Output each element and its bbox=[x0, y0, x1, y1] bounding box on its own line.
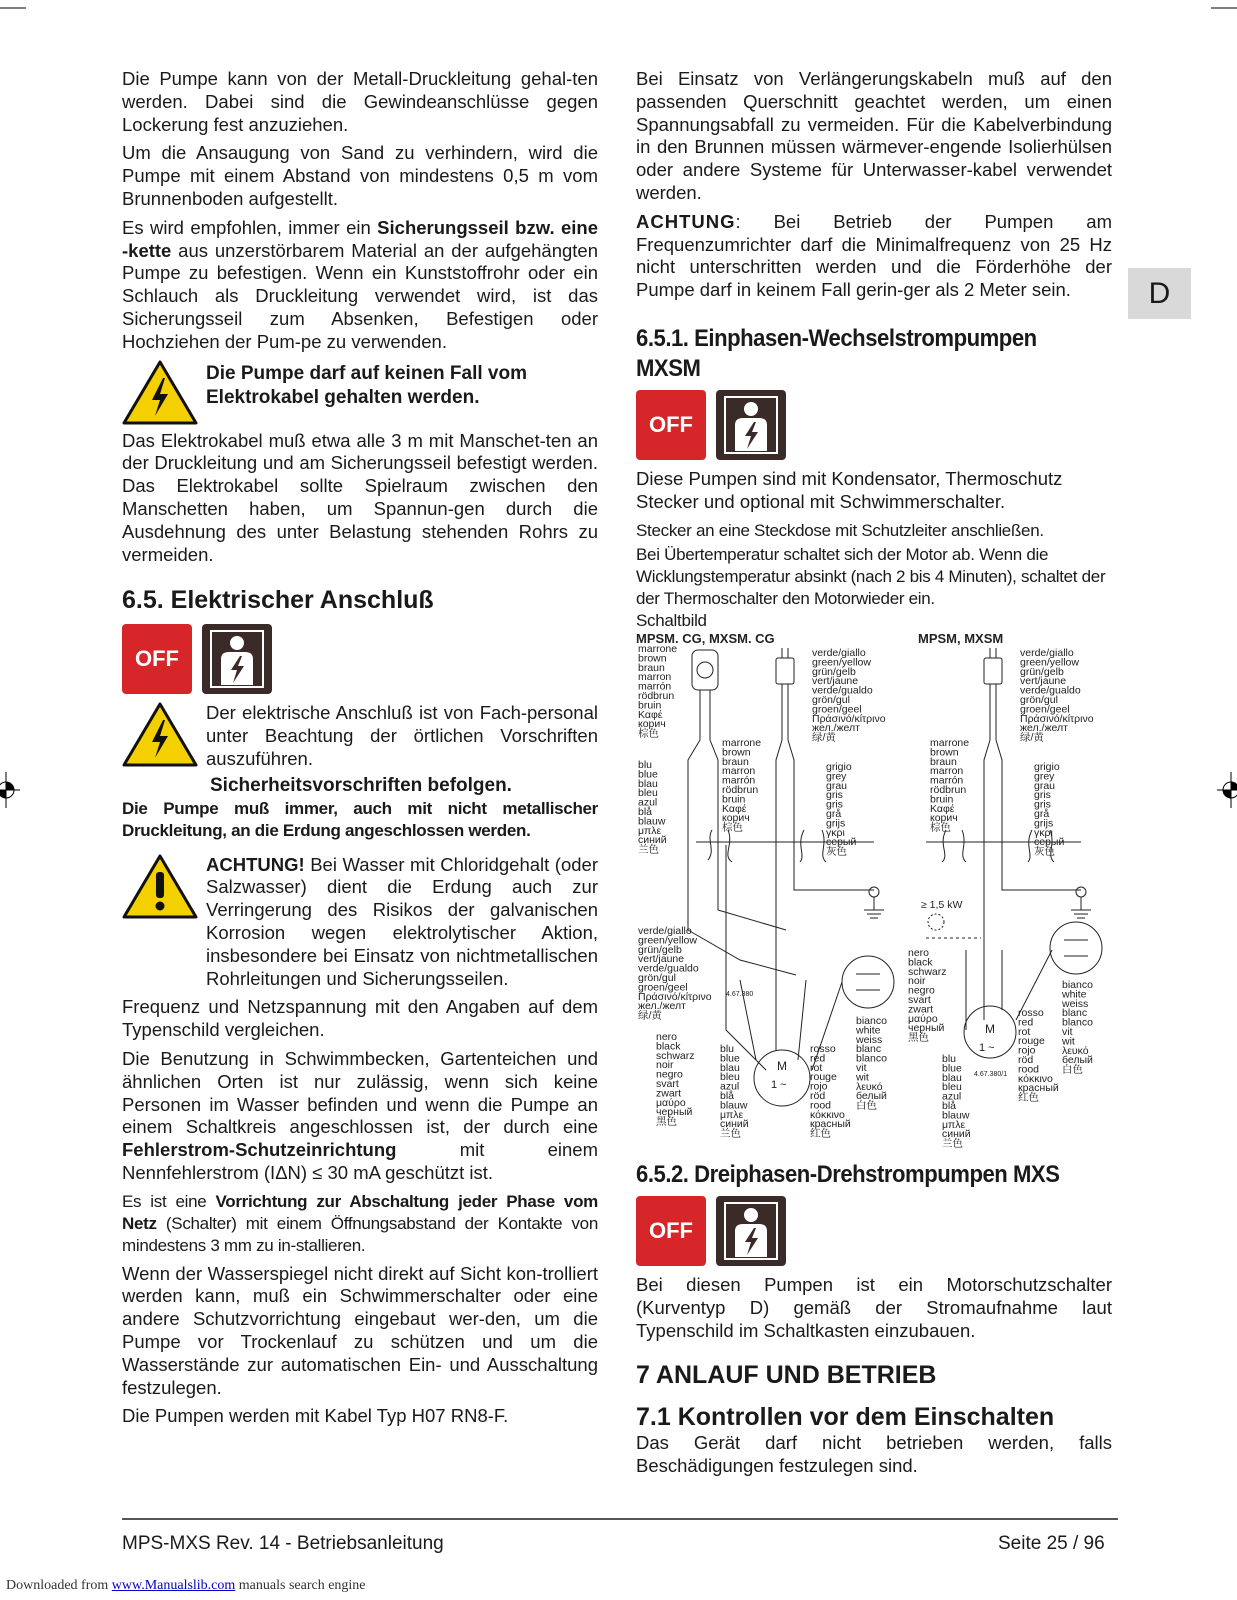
wire-label-left-white: λευκό bbox=[856, 1080, 883, 1093]
wire-label-right-red: rouge bbox=[1018, 1035, 1045, 1048]
motor-m-right: M bbox=[985, 1022, 995, 1036]
wire-label-right-blue: blauw bbox=[942, 1109, 970, 1122]
manualslib-link[interactable]: www.Manualslib.com bbox=[111, 1578, 236, 1593]
wire-label-right-red: rot bbox=[1018, 1025, 1031, 1038]
wire-label-right-grey: grijs bbox=[1034, 817, 1054, 830]
text-run: aus unzerstörbarem Material an der aufgehängten Pumpe zu befestigen. Wenn ein Kunststoffrohr oder ein Schlauch als Druckleitung verwendet wird, ist das Sicherungsseil zum Absenken, Befestigen oder Hochziehen der Pum-pe zu verwenden. bbox=[122, 239, 598, 352]
wire-label-right-blue: blu bbox=[942, 1053, 957, 1065]
wire-label-left-brown-2: braun bbox=[722, 755, 749, 768]
wire-label-right-yellow-green: grön/gul bbox=[1020, 694, 1058, 706]
wire-label-left-grey: grijs bbox=[826, 817, 846, 830]
wire-label-right-brown: marrón bbox=[930, 774, 964, 787]
diagram-title-left: MPSM. CG, MXSM. CG bbox=[636, 631, 775, 646]
wire-label-right-black: negro bbox=[908, 984, 935, 997]
wire-label-left-white: bianco bbox=[856, 1015, 887, 1027]
wire-label-left-grey: grey bbox=[826, 770, 847, 783]
wire-label-left-yellow-green-2: groen/geel bbox=[638, 981, 688, 994]
wire-label-left-black: 黑色 bbox=[656, 1115, 677, 1128]
bold-run: Fehlerstrom-Schutzeinrichtung bbox=[122, 1139, 397, 1161]
wire-label-left-yellow-green: verde/giallo bbox=[812, 647, 866, 659]
wire-label-left-blue: blå bbox=[638, 806, 653, 818]
bold-run: Vorrichtung zur Abschaltung jeder Phase vom Netz bbox=[122, 1191, 598, 1233]
footer-page-number: Seite 25 / 96 bbox=[998, 1533, 1105, 1554]
badges-single-phase bbox=[636, 390, 1112, 460]
wire-label-left-black: nero bbox=[656, 1031, 678, 1043]
motor-m-left: M bbox=[777, 1059, 787, 1073]
wire-label-right-white: wit bbox=[1062, 1035, 1075, 1048]
paragraph-pools bbox=[122, 1048, 598, 1185]
wire-label-left-grey: γκρι bbox=[826, 826, 845, 839]
wire-label-left-white: белый bbox=[856, 1090, 887, 1103]
wire-label-left-red: rood bbox=[810, 1099, 832, 1112]
wire-label-right-black: μαύρο bbox=[908, 1012, 938, 1025]
wire-label-right-brown: marrone bbox=[930, 737, 970, 749]
wire-label-left-blue: blu bbox=[638, 759, 653, 771]
wire-label-right-red: κόκκινο bbox=[1018, 1072, 1053, 1085]
wire-label-right-blue: 兰色 bbox=[942, 1137, 963, 1150]
wire-label-left-brown-2: bruin bbox=[722, 793, 746, 806]
wire-label-left-brown: bruin bbox=[638, 699, 662, 712]
wire-label-right-brown: rödbrun bbox=[930, 784, 967, 796]
wire-label-left-yellow-green: 绿/黄 bbox=[812, 731, 836, 744]
bold-run: ACHTUNG! bbox=[206, 853, 305, 875]
badges-three-phase bbox=[636, 1196, 1112, 1266]
electrician-icon bbox=[716, 1196, 786, 1266]
paragraph-cable-cuffs: Das Elektrokabel muß etwa alle 3 m mit Manschet-ten an der Druckleitung und am Sicherungsseil befestigt werden. Das Elektrokabel sollte Spielraum zwischen den Manschetten haben, um Spannun-gen durch die Ausdehnung des unter Belastung stehenden Rohrs zu vermeiden. bbox=[122, 429, 598, 565]
wire-label-right-black: 黑色 bbox=[908, 1031, 929, 1044]
wire-label-right-brown: marron bbox=[930, 765, 964, 778]
wire-label-left-yellow-green-2: verde/giallo bbox=[638, 925, 692, 937]
wire-label-right-grey: grigio bbox=[1034, 761, 1060, 773]
wire-label-left-blue: blue bbox=[638, 768, 658, 781]
wire-label-left-black: μαύρο bbox=[656, 1096, 686, 1109]
wire-label-left-blue-2: blå bbox=[720, 1090, 735, 1102]
wire-color-labels bbox=[638, 643, 1094, 1150]
wire-label-right-brown: Καφέ bbox=[930, 802, 955, 815]
paragraph-motor-protection: Bei diesen Pumpen ist ein Motorschutzschalter (Kurventyp D) gemäß der Stromaufnahme laut Typenschild im Schaltkasten einzubauen. bbox=[636, 1274, 1112, 1341]
wire-label-right-white: blanco bbox=[1062, 1016, 1093, 1029]
wire-label-left-white: vit bbox=[856, 1062, 867, 1074]
wire-label-left-brown-2: marrone bbox=[722, 737, 762, 749]
wire-label-left-white: blanc bbox=[856, 1043, 882, 1056]
diagram-code-right: 4.67.380/1 bbox=[974, 1071, 1008, 1078]
wire-label-right-white: 白色 bbox=[1062, 1063, 1083, 1076]
wire-label-right-red: rood bbox=[1018, 1063, 1040, 1076]
wire-label-left-yellow-green-2: vert/jaune bbox=[638, 953, 685, 966]
wire-label-left-blue: blauw bbox=[638, 815, 666, 828]
wire-label-left-blue: синий bbox=[638, 834, 667, 847]
footer-rule bbox=[122, 1518, 1118, 1520]
diagram-title-right: MPSM, MXSM bbox=[918, 631, 1004, 646]
wire-label-left-brown: корич bbox=[638, 718, 666, 731]
off-badge: OFF bbox=[636, 1196, 706, 1266]
wire-label-left-yellow-green: verde/gualdo bbox=[812, 684, 873, 697]
wire-label-left-red: red bbox=[810, 1052, 826, 1065]
heading-electrical-connection: 6.5. Elektrischer Anschluß bbox=[122, 586, 434, 615]
wire-label-left-white: 白色 bbox=[856, 1099, 877, 1112]
wire-label-left-red: rouge bbox=[810, 1071, 837, 1084]
registration-mark-left bbox=[0, 770, 22, 810]
wire-label-left-yellow-green: grön/gul bbox=[812, 694, 850, 706]
paragraph-disconnect bbox=[122, 1191, 598, 1257]
wire-label-left-yellow-green: green/yellow bbox=[812, 656, 871, 669]
wire-label-left-black: negro bbox=[656, 1068, 683, 1081]
text-run: Die Benutzung in Schwimmbecken, Gartenteichen und ähnlichen Orten ist nur zulässig, wenn sich keine Personen im Wasser befinden und wenn die Pumpe an einem Schaltkreis angeschlossen ist, der durch eine bbox=[122, 1047, 598, 1138]
wire-label-left-brown: 棕色 bbox=[638, 727, 659, 740]
wire-label-right-red: rojo bbox=[1018, 1044, 1036, 1057]
wire-label-right-black: black bbox=[908, 956, 933, 969]
earthing-note: Die Pumpe muß immer, auch mit nicht metallischer Druckleitung, an die Erdung angeschlossen werden. bbox=[122, 798, 598, 840]
wire-label-right-blue: μπλε bbox=[942, 1118, 966, 1131]
wire-label-right-yellow-green: verde/gualdo bbox=[1020, 684, 1081, 697]
wire-label-left-black: zwart bbox=[656, 1087, 682, 1100]
diagram-code-left: 4.67.380 bbox=[726, 991, 754, 998]
paragraph-extension-cables: Bei Einsatz von Verlängerungskabeln muß auf den passenden Querschnitt geachtet werden, um einen Spannungsabfall zu vermeiden. Für die Kabelverbindung in den Brunnen müssen wärmever-engende Isolierhülsen oder andere Systeme für Unterwasser-kabel verwendet werden. bbox=[636, 68, 1112, 203]
wire-label-left-yellow-green-2: green/yellow bbox=[638, 934, 697, 947]
wire-label-left-yellow-green-2: grön/gul bbox=[638, 972, 676, 984]
wire-label-left-brown: marron bbox=[638, 671, 672, 684]
wire-label-left-grey: grigio bbox=[826, 761, 852, 773]
wire-label-left-white: blanco bbox=[856, 1052, 887, 1065]
motor-phase-left: 1 ~ bbox=[771, 1079, 787, 1091]
wire-label-left-brown-2: brown bbox=[722, 746, 751, 759]
wire-label-right-grey: grå bbox=[1034, 808, 1050, 820]
wire-label-left-brown-2: marrón bbox=[722, 774, 756, 787]
off-badge: OFF bbox=[122, 624, 192, 694]
wire-label-right-yellow-green: 绿/黄 bbox=[1020, 731, 1044, 744]
heading-startup: 7 ANLAUF UND BETRIEB bbox=[636, 1361, 937, 1390]
wire-label-left-grey: grau bbox=[826, 779, 848, 792]
motor-phase-right: 1 ~ bbox=[979, 1042, 995, 1054]
wire-label-right-red: 红色 bbox=[1018, 1091, 1039, 1104]
wire-label-right-blue: blau bbox=[942, 1071, 962, 1084]
warning-cable bbox=[122, 360, 598, 426]
paragraph-float-switch: Wenn der Wasserspiegel nicht direkt auf Sicht kon-trolliert werden kann, muß ein Schwimmerschalter oder eine andere Schutzvorrichtung eingebaut wer-den, um die Pumpe vor Trockenlauf zu schützen und um die Wasserstände zur automatischen Ein- und Ausschaltung festzulegen. bbox=[122, 1262, 598, 1398]
wire-label-left-yellow-green: grün/gelb bbox=[812, 665, 856, 678]
heading-checks: 7.1 Kontrollen vor dem Einschalten bbox=[636, 1403, 1055, 1432]
wire-label-right-brown: braun bbox=[930, 755, 957, 768]
registration-mark-right bbox=[1215, 770, 1237, 810]
wire-label-left-red: 红色 bbox=[810, 1127, 831, 1140]
heading-single-phase: 6.5.1. Einphasen-Wechselstrompumpen MXSM bbox=[636, 324, 1037, 382]
wire-label-left-blue: azul bbox=[638, 796, 658, 809]
bold-run: ACHTUNG bbox=[636, 210, 736, 232]
wire-label-left-white: weiss bbox=[856, 1033, 883, 1046]
right-column bbox=[636, 68, 1112, 638]
wire-label-left-blue: 兰色 bbox=[638, 843, 659, 856]
wire-label-right-red: красный bbox=[1018, 1082, 1059, 1095]
wire-label-left-grey: gris bbox=[826, 789, 843, 802]
wire-label-right-blue: blå bbox=[942, 1100, 957, 1112]
paragraph-sand: Um die Ansaugung von Sand zu verhindern, wird die Pumpe mit einem Abstand von mindestens 0,5 m vom Brunnenboden aufgestellt. bbox=[122, 142, 598, 209]
wire-label-right-blue: blue bbox=[942, 1062, 962, 1075]
wire-label-right-grey: γκρι bbox=[1034, 826, 1053, 839]
download-suffix: manuals search engine bbox=[235, 1578, 366, 1593]
paragraph-cable-type: Die Pumpen werden mit Kabel Typ H07 RN8-F. bbox=[122, 1405, 509, 1427]
wire-label-right-blue: синий bbox=[942, 1128, 971, 1141]
wire-label-left-yellow-green: жел./желт bbox=[812, 722, 860, 735]
text-run: (Schalter) mit einem Öffnungsabstand der Kontakte von mindestens 3 mm zu in-stallieren. bbox=[122, 1213, 598, 1255]
wire-label-right-black: svart bbox=[908, 994, 931, 1006]
wire-label-left-brown-2: marron bbox=[722, 765, 756, 778]
wire-label-left-brown: brown bbox=[638, 652, 667, 665]
wire-label-right-grey: grey bbox=[1034, 770, 1055, 783]
wire-label-left-brown-2: rödbrun bbox=[722, 784, 759, 796]
heading-three-phase: 6.5.2. Dreiphasen-Drehstrompumpen MXS bbox=[636, 1161, 1060, 1188]
electrician-icon bbox=[716, 390, 786, 460]
wire-label-left-black: schwarz bbox=[656, 1049, 695, 1062]
wire-label-right-yellow-green: grün/gelb bbox=[1020, 665, 1064, 678]
wire-label-right-red: röd bbox=[1018, 1054, 1034, 1066]
warning-qualified-personnel bbox=[122, 702, 598, 770]
footer-document-title: MPS-MXS Rev. 14 - Betriebsanleitung bbox=[122, 1533, 444, 1554]
text-run: : Bei Betrieb der Pumpen am Frequenzumrichter darf die Minimalfrequenz von 25 Hz nicht unterschritten werden und die Förderhöhe der Pumpe darf in keinem Fall gerin-ger als 2 Meter sein. bbox=[636, 210, 1112, 301]
paragraph-inverter bbox=[636, 211, 1112, 302]
paragraph-socket: Stecker an eine Steckdose mit Schutzleiter anschließen. bbox=[636, 520, 1044, 540]
warning-chloride-text bbox=[206, 854, 598, 991]
language-tab: D bbox=[1128, 268, 1191, 319]
crop-mark-top-right bbox=[1207, 0, 1237, 10]
warning-chloride bbox=[122, 854, 598, 991]
wire-label-right-yellow-green: Πράσινό/κίτρινο bbox=[1020, 712, 1094, 725]
wire-label-right-white: blanc bbox=[1062, 1007, 1088, 1020]
paragraph-overtemperature: Bei Übertemperatur schaltet sich der Motor ab. Wenn die Wicklungstemperatur absinkt (nach 2 bis 4 Minuten), schaltet der der Thermoschalter den Motorwieder ein. bbox=[636, 544, 1106, 608]
wire-label-right-white: white bbox=[1062, 988, 1087, 1001]
wire-label-left-red: rojo bbox=[810, 1080, 828, 1093]
wire-label-right-white: vit bbox=[1062, 1026, 1073, 1038]
wire-label-left-blue-2: bleu bbox=[720, 1071, 740, 1084]
download-prefix: Downloaded from bbox=[6, 1578, 112, 1593]
warning-qualified-text: Der elektrische Anschluß ist von Fach-personal unter Beachtung der örtlichen Vorschriften auszuführen. bbox=[206, 702, 598, 769]
wire-label-left-white: white bbox=[856, 1024, 881, 1037]
wire-label-left-yellow-green-2: grün/gelb bbox=[638, 943, 682, 956]
wire-label-left-black: noir bbox=[656, 1059, 674, 1072]
wire-label-left-brown: rödbrun bbox=[638, 690, 675, 702]
wire-label-right-grey: серый bbox=[1034, 836, 1065, 849]
paragraph-safety-rope bbox=[122, 217, 598, 354]
text-run: Es ist eine bbox=[122, 1191, 216, 1211]
safety-rules-text: Sicherheitsvorschriften befolgen. bbox=[210, 774, 512, 796]
crop-mark-top-left bbox=[0, 0, 30, 10]
exclamation-warning-icon bbox=[122, 854, 198, 920]
wire-label-right-yellow-green: vert/jaune bbox=[1020, 675, 1067, 688]
paragraph-frequency: Frequenz und Netzspannung mit den Angaben auf dem Typenschild vergleichen. bbox=[122, 996, 598, 1041]
electric-warning-icon bbox=[122, 360, 198, 426]
download-banner bbox=[6, 1578, 366, 1594]
wire-label-right-white: белый bbox=[1062, 1054, 1093, 1067]
power-rating: ≥ 1,5 kW bbox=[921, 899, 963, 911]
warning-cable-text: Die Pumpe darf auf keinen Fall vom Elektrokabel gehalten werden. bbox=[206, 362, 527, 408]
wire-label-right-blue: azul bbox=[942, 1090, 962, 1103]
wire-label-right-yellow-green: green/yellow bbox=[1020, 656, 1079, 669]
wire-label-right-yellow-green: verde/giallo bbox=[1020, 647, 1074, 659]
wire-label-right-grey: gris bbox=[1034, 798, 1051, 811]
wire-label-left-yellow-green: groen/geel bbox=[812, 703, 862, 716]
wire-label-left-blue-2: blauw bbox=[720, 1099, 748, 1112]
paragraph-capacitor: Diese Pumpen sind mit Kondensator, Thermoschutz Stecker und optional mit Schwimmerschalter. bbox=[636, 467, 1063, 512]
wire-label-left-brown: marrone bbox=[638, 643, 678, 655]
wire-label-left-grey: gris bbox=[826, 798, 843, 811]
wire-label-left-blue-2: blau bbox=[720, 1061, 740, 1074]
right-column-lower bbox=[636, 1160, 1112, 1484]
text-run: Es wird empfohlen, immer ein bbox=[122, 216, 378, 238]
wire-label-right-brown: 棕色 bbox=[930, 821, 951, 834]
wire-label-left-brown-2: 棕色 bbox=[722, 821, 743, 834]
off-badge: OFF bbox=[636, 390, 706, 460]
wire-label-left-brown: marrón bbox=[638, 680, 672, 693]
wire-label-left-black: black bbox=[656, 1040, 681, 1053]
wire-label-right-red: red bbox=[1018, 1016, 1034, 1029]
electric-warning-icon bbox=[122, 702, 198, 768]
wire-label-left-grey: 灰色 bbox=[826, 845, 847, 858]
text-run: mit einem Nennfehlerstrom (IΔN) ≤ 30 mA geschützt ist. bbox=[122, 1139, 598, 1183]
wire-label-left-yellow-green: Πράσινό/κίτρινο bbox=[812, 712, 886, 725]
wire-label-left-red: röd bbox=[810, 1090, 826, 1102]
wire-label-left-red: κόκκινο bbox=[810, 1108, 845, 1121]
wire-label-left-grey: grå bbox=[826, 808, 842, 820]
wire-label-left-blue-2: μπλε bbox=[720, 1108, 744, 1121]
wire-label-right-white: weiss bbox=[1062, 997, 1089, 1010]
text-run: Bei Wasser mit Chloridgehalt (oder Salzwasser) dient die Erdung auch zur Verringerung des Risikos der galvanischen Korrosion wegen elektrolytischer Aktion, insbesondere bei Einsatz von nichtmetallischen Rohrleitungen und Sicherungsseilen. bbox=[206, 853, 598, 989]
wire-label-right-brown: brown bbox=[930, 746, 959, 759]
wire-label-left-brown: braun bbox=[638, 661, 665, 674]
wire-label-left-yellow-green-2: 绿/黄 bbox=[638, 1009, 662, 1022]
wire-label-left-blue-2: синий bbox=[720, 1118, 749, 1131]
wire-label-right-yellow-green: groen/geel bbox=[1020, 703, 1070, 716]
wire-label-left-brown-2: Καφέ bbox=[722, 802, 747, 815]
wire-label-left-brown: Καφέ bbox=[638, 708, 663, 721]
wire-label-left-brown-2: корич bbox=[722, 812, 750, 825]
bold-run: Sicherungsseil bzw. eine -kette bbox=[122, 216, 599, 261]
wire-label-right-black: schwarz bbox=[908, 965, 947, 978]
wire-label-right-grey: 灰色 bbox=[1034, 845, 1055, 858]
wire-label-right-white: bianco bbox=[1062, 979, 1093, 991]
wire-label-left-blue-2: blu bbox=[720, 1043, 735, 1055]
wire-label-right-black: nero bbox=[908, 947, 930, 959]
wire-label-left-blue: μπλε bbox=[638, 824, 662, 837]
wire-label-right-black: zwart bbox=[908, 1003, 934, 1016]
wire-label-right-blue: bleu bbox=[942, 1081, 962, 1094]
electrician-icon bbox=[202, 624, 272, 694]
wire-label-left-yellow-green-2: жел./желт bbox=[638, 1000, 686, 1013]
wire-label-left-red: rosso bbox=[810, 1043, 836, 1055]
wire-label-left-yellow-green: vert/jaune bbox=[812, 675, 859, 688]
wire-label-left-blue: blau bbox=[638, 777, 658, 790]
wire-label-right-yellow-green: жел./желт bbox=[1020, 722, 1068, 735]
wire-label-left-white: wit bbox=[856, 1071, 869, 1084]
wire-label-left-blue-2: azul bbox=[720, 1080, 740, 1093]
wire-label-right-white: λευκό bbox=[1062, 1044, 1089, 1057]
wiring-diagram bbox=[636, 630, 1116, 1170]
wire-label-left-blue: bleu bbox=[638, 787, 658, 800]
wire-label-right-black: noir bbox=[908, 975, 926, 988]
left-column bbox=[122, 68, 598, 1434]
wire-label-left-yellow-green-2: verde/gualdo bbox=[638, 962, 699, 975]
wire-label-right-brown: bruin bbox=[930, 793, 954, 806]
wire-label-left-blue-2: 兰色 bbox=[720, 1127, 741, 1140]
label-wiring-diagram: Schaltbild bbox=[636, 610, 707, 630]
wire-label-left-red: rot bbox=[810, 1061, 823, 1074]
wire-label-right-black: черный bbox=[908, 1022, 945, 1035]
wire-label-right-red: rosso bbox=[1018, 1007, 1044, 1019]
wire-label-right-grey: gris bbox=[1034, 789, 1051, 802]
wire-label-right-grey: grau bbox=[1034, 779, 1056, 792]
wire-label-left-yellow-green-2: Πράσινό/κίτρινο bbox=[638, 990, 712, 1003]
wire-label-left-grey: серый bbox=[826, 836, 857, 849]
wire-label-left-black: svart bbox=[656, 1078, 679, 1090]
wire-label-left-blue-2: blue bbox=[720, 1052, 740, 1065]
badges-electrical bbox=[122, 624, 598, 694]
paragraph-pressure-pipe: Die Pumpe kann von der Metall-Druckleitung gehal-ten werden. Dabei sind die Gewindeanschlüsse gegen Lockerung fest anzuziehen. bbox=[122, 68, 598, 135]
paragraph-damage: Das Gerät darf nicht betrieben werden, falls Beschädigungen festzulegen sind. bbox=[636, 1432, 1112, 1477]
wire-label-right-brown: корич bbox=[930, 812, 958, 825]
wire-label-left-red: красный bbox=[810, 1118, 851, 1131]
wire-label-left-black: черный bbox=[656, 1106, 693, 1119]
